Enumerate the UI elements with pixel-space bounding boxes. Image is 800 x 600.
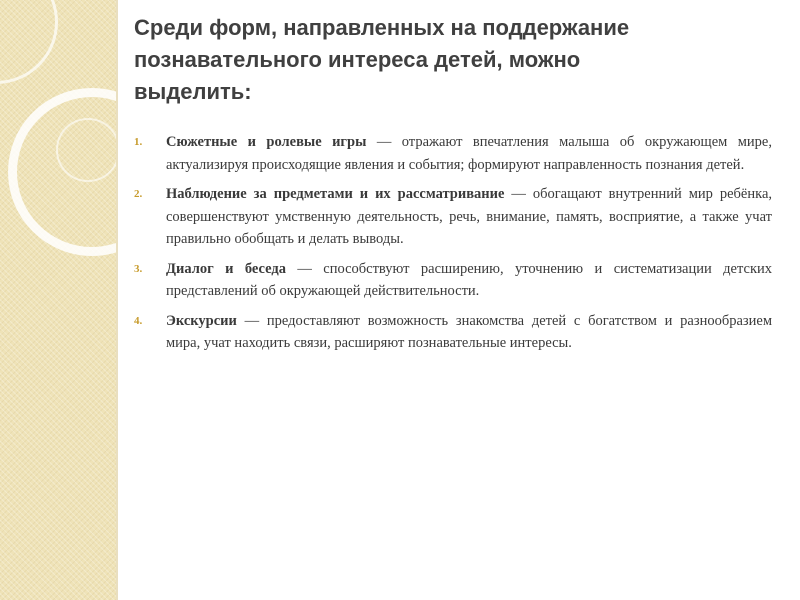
list-item-term: Сюжетные и ролевые игры [166, 134, 367, 150]
forms-list [134, 131, 772, 362]
decorative-ring [56, 118, 116, 182]
list-item-number: 3. [134, 262, 143, 275]
list-item-term: Экскурсии [166, 312, 237, 329]
band-divider [116, 0, 118, 600]
list-item-description: — способствуют расширению, уточнению и систематизации детских представлений об окружающей действительности. [166, 260, 772, 299]
decorative-ring [0, 0, 58, 84]
list-item-description: — отражают впечатления малыша об окружающем мире, актуализируя происходящие явления и события; формируют направленность познания детей. [166, 134, 772, 173]
list-item [134, 183, 772, 251]
list-item-number: 4. [134, 314, 143, 327]
list-item-description: — обогащают внутренний мир ребёнка, совершенствуют умственную деятельность, речь, внимание, память, восприятие, а также учат правильно обобщать и делать выводы. [166, 186, 772, 247]
list-item-term: Диалог и беседа [166, 260, 286, 277]
decorative-side-band [0, 0, 116, 600]
list-item-description: — предоставляют возможность знакомства детей с богатством и разнообразием мира, учат находить связи, расширяют познавательные интересы. [166, 312, 772, 351]
list-item [134, 310, 772, 355]
slide-title: Среди форм, направленных на поддержание познавательного интереса детей, можно выделить: [134, 15, 630, 104]
list-item [134, 258, 772, 303]
list-item-term: Наблюдение за предметами и их рассматривание [166, 186, 505, 202]
list-item [134, 131, 772, 176]
list-item-number: 2. [134, 188, 143, 200]
list-item-number: 1. [134, 136, 143, 148]
